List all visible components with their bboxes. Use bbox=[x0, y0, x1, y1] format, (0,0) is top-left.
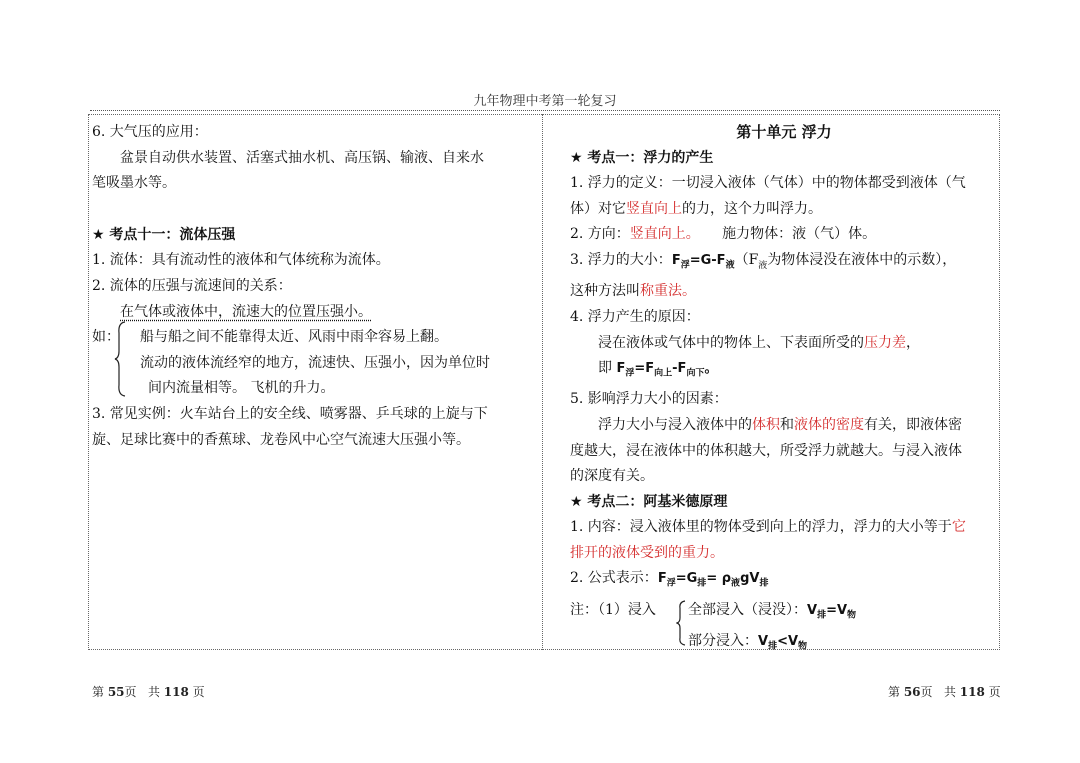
left-line-6 bbox=[92, 300, 532, 326]
r5a: 这种方法叫 bbox=[570, 283, 640, 300]
r8-sub2: 向上 bbox=[654, 368, 673, 379]
right-brace-icon bbox=[676, 600, 686, 655]
kp11-heading: ★ 考点十一：流体压强 bbox=[92, 226, 236, 243]
r16-sub1: 排 bbox=[817, 610, 827, 621]
r4-sub1: 浮 bbox=[680, 260, 690, 271]
footer-left-a: 第 bbox=[92, 685, 108, 699]
kp2-heading: ★ 考点二：阿基米德原理 bbox=[570, 493, 728, 510]
footer-right-page: 56 bbox=[903, 685, 921, 699]
r10a: 浮力大小与浸入液体中的 bbox=[598, 416, 752, 433]
r7b-highlight: 压力差 bbox=[864, 334, 906, 351]
right-line-15 bbox=[570, 566, 998, 597]
header-title: 九年物理中考第一轮复习 bbox=[473, 94, 617, 109]
r15-sub4: 排 bbox=[759, 579, 769, 590]
r4-sub3: 液 bbox=[758, 260, 768, 271]
left-line-4: 1. 流体：具有流动性的液体和气体统称为流体。 bbox=[92, 252, 390, 269]
full-immersion-formula bbox=[807, 602, 857, 621]
left-line-5: 2. 流体的压强与流速间的关系： bbox=[92, 277, 292, 294]
right-line-14: 排开的液体受到的重力。 bbox=[570, 544, 724, 561]
r3b-highlight: 竖直向上。 bbox=[629, 226, 700, 243]
right-line-12: 的深度有关。 bbox=[570, 468, 654, 485]
r15a: 2. 公式表示： bbox=[570, 570, 658, 587]
r4-F: F bbox=[671, 252, 681, 268]
buoyancy-formula-1 bbox=[671, 252, 735, 271]
right-line-11: 度越大，浸在液体中的体积越大，所受浮力就越大。与浸入液体 bbox=[570, 442, 962, 459]
r8a: 即 bbox=[598, 360, 617, 377]
left-line-2: 盆景自动供水装置、活塞式抽水机、高压锅、输液、自来水 bbox=[120, 149, 484, 166]
footer-left-c: 页 bbox=[188, 685, 205, 699]
partial-immersion-formula bbox=[758, 633, 808, 652]
left-line-9: 间内流量相等。 飞机的升力。 bbox=[148, 380, 335, 397]
left-brace-svg bbox=[114, 321, 126, 397]
example-label: 如： bbox=[92, 329, 120, 346]
right-line-17 bbox=[570, 629, 998, 660]
r15-sub1: 浮 bbox=[666, 579, 676, 590]
r15-rho: = ρ bbox=[706, 571, 732, 587]
r8-eq: =F bbox=[634, 361, 655, 377]
left-line-7: 船与船之间不能靠得太近、风雨中雨伞容易上翻。 bbox=[140, 329, 448, 346]
kp1-heading: ★ 考点一：浮力的产生 bbox=[570, 149, 714, 166]
r13b-highlight: 它 bbox=[951, 519, 966, 536]
archimedes-formula bbox=[657, 571, 769, 590]
right-line-1: 1. 浮力的定义：一切浸入液体（气体）中的物体都受到液体（气 bbox=[570, 175, 966, 192]
r2b-highlight: 竖直向上 bbox=[626, 200, 682, 217]
footer-left-page: 55 bbox=[107, 685, 125, 699]
footer-right-b: 页 共 bbox=[920, 685, 960, 699]
r7c: ， bbox=[906, 334, 920, 351]
r15-eq: =G bbox=[675, 571, 698, 587]
right-line-6: 4. 浮力产生的原因： bbox=[570, 308, 700, 325]
r4c: （F bbox=[734, 251, 759, 268]
footer-right-a: 第 bbox=[888, 685, 904, 699]
left-line-6-text: 在气体或液体中，流速大的位置压强小。 bbox=[120, 303, 372, 320]
r4-sub2: 液 bbox=[725, 260, 735, 271]
r10c: 和 bbox=[780, 416, 794, 433]
right-line-2 bbox=[570, 197, 998, 223]
r17-V1: V bbox=[758, 633, 769, 649]
footer-left bbox=[92, 683, 205, 700]
r5b-highlight: 称重法。 bbox=[640, 283, 696, 300]
note-label: 注：（1）浸入 bbox=[570, 601, 656, 618]
r16-sub2: 物 bbox=[847, 610, 857, 621]
footer-right-c: 页 bbox=[984, 685, 1001, 699]
left-line-10: 3. 常见实例：火车站台上的安全线、喷雾器、乒乓球的上旋与下 bbox=[92, 405, 488, 422]
r15-gv: gV bbox=[740, 571, 760, 587]
r7a: 浸在液体或气体中的物体上、下表面所受的 bbox=[598, 334, 864, 351]
r2a: 体）对它 bbox=[570, 200, 626, 217]
r8-F1: F bbox=[616, 361, 626, 377]
right-line-3 bbox=[570, 222, 998, 248]
right-column bbox=[570, 120, 998, 660]
r10d-highlight: 液体的密度 bbox=[794, 416, 864, 433]
left-column bbox=[92, 120, 532, 453]
r4d: 为物体浸没在液体中的示数）， bbox=[767, 251, 957, 268]
r4a: 3. 浮力的大小： bbox=[570, 251, 672, 268]
r17-ltV: <V bbox=[777, 633, 799, 649]
r3a: 2. 方向： bbox=[570, 226, 630, 243]
r4-mid: =G-F bbox=[689, 252, 726, 268]
r2c: 的力，这个力叫浮力。 bbox=[682, 200, 822, 217]
left-line-8: 流动的液体流经窄的地方，流速快、压强小，因为单位时 bbox=[140, 354, 490, 371]
r10b-highlight: 体积 bbox=[752, 416, 780, 433]
right-line-8 bbox=[570, 356, 998, 387]
right-line-4 bbox=[570, 248, 998, 279]
footer-left-b: 页 共 bbox=[124, 685, 164, 699]
right-line-13 bbox=[570, 515, 998, 541]
r16b: 全部浸入（浸没）： bbox=[688, 601, 807, 618]
brace-icon bbox=[114, 321, 126, 401]
right-line-10 bbox=[570, 413, 998, 439]
buoyancy-formula-2 bbox=[616, 361, 718, 379]
right-line-7 bbox=[570, 331, 998, 357]
r16-eqV: =V bbox=[826, 602, 848, 618]
r10e: 有关，即液体密 bbox=[864, 416, 962, 433]
left-line-11: 旋、足球比赛中的香蕉球、龙卷风中心空气流速大压强小等。 bbox=[92, 431, 470, 448]
r3c: 施力物体：液（气）体。 bbox=[699, 226, 877, 243]
unit-title: 第十单元 浮力 bbox=[736, 123, 832, 141]
r8-sub3: 向下 bbox=[686, 368, 705, 379]
right-line-5 bbox=[570, 279, 998, 305]
footer-left-total: 118 bbox=[163, 685, 189, 699]
r8-minus: -F bbox=[672, 361, 687, 377]
page-header bbox=[90, 90, 1000, 111]
right-line-9: 5. 影响浮力大小的因素： bbox=[570, 391, 728, 408]
footer-right bbox=[888, 683, 1001, 700]
right-brace-svg bbox=[676, 600, 686, 646]
footer-right-total: 118 bbox=[959, 685, 985, 699]
column-divider bbox=[542, 114, 543, 650]
r17-sub2: 物 bbox=[798, 641, 808, 652]
r8-end: 。 bbox=[704, 361, 718, 377]
r17-sub1: 排 bbox=[768, 641, 778, 652]
r17: 部分浸入： bbox=[688, 632, 758, 649]
r15-sub2: 排 bbox=[697, 579, 707, 590]
r15-F: F bbox=[657, 571, 667, 587]
spacer bbox=[92, 197, 532, 223]
r13a: 1. 内容：浸入液体里的物体受到向上的浮力，浮力的大小等于 bbox=[570, 519, 952, 536]
note-group bbox=[570, 598, 998, 660]
r8-sub1: 浮 bbox=[625, 368, 635, 379]
left-line-3: 笔吸墨水等。 bbox=[92, 175, 176, 192]
r15-sub3: 液 bbox=[731, 579, 741, 590]
example-group bbox=[92, 325, 532, 402]
left-line-1: 6. 大气压的应用： bbox=[92, 124, 208, 140]
r16-V1: V bbox=[807, 602, 818, 618]
